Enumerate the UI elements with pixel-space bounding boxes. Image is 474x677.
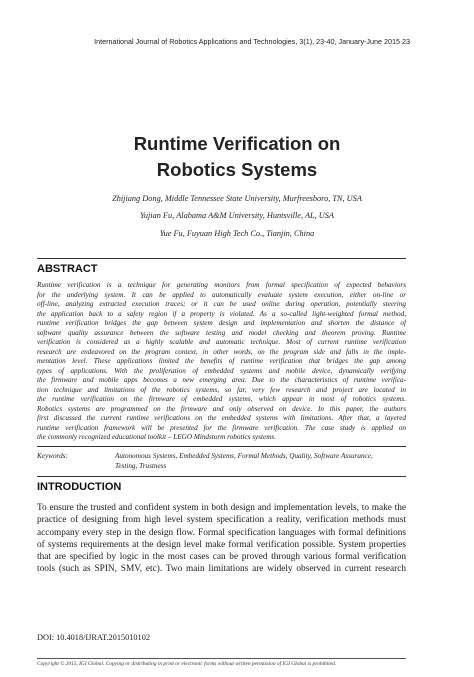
abstract-line: the application back to a safety region if a property is violated. As a so-called light-weighted formal method, [37,309,406,318]
author-line: Zhijiang Dong, Middle Tennessee State University, Murfreesboro, TN, USA [112,194,362,203]
introduction-top-rule [37,476,406,477]
keywords-list [115,452,406,471]
author-line: Yue Fu, Fuyuan High Tech Co., Tianjin, China [159,229,315,238]
abstract-line: runtime verification bridges the gap between system design and implementation and shorten the distance of [37,319,406,327]
abstract-line: types of applications. With the proliferation of embedded systems and mobile device, dynamically verifying [37,366,406,375]
paper-title [37,131,437,183]
introduction-body [37,502,406,576]
introduction-line: accompany every step in the design flow. Formal specification languages with formal definitions [37,527,406,538]
abstract-line: the runtime verification on the firmware of embedded systems, which appear in most of robotics systems. [37,395,406,403]
abstract-body [37,281,406,443]
abstract-top-rule [37,258,406,259]
abstract-line: runtime verification framework will be presented for the firmware verification. The case study is applied on [37,423,406,432]
abstract-line: Runtime verification is a technique for generating monitors from formal specification of expected behaviors [37,281,406,289]
title-line: Runtime Verification on [133,133,341,154]
abstract-line: research are endeavored on the program context, in other words, on the program side and falls in the imple- [37,347,406,356]
abstract-line: for the underlying system. It can be applied to automatically evaluate system execution, either on-line or [37,290,406,299]
abstract-line: the firmware and mobile apps becomes a new emerging area. Due to the characteristics of runtime verifica- [37,376,406,384]
introduction-line: that are specified by logic in the most cases can be proved through various formal verification [37,552,406,563]
running-header: International Journal of Robotics Applications and Technologies, 3(1), 23-40, January-June 2015 23 [94,37,410,46]
introduction-heading: INTRODUCTION [37,481,122,493]
keywords-top-rule [37,446,406,447]
doi-line: DOI: 10.4018/IJRAT.2015010102 [37,633,151,642]
copyright-notice: Copyright © 2015, IGI Global. Copying or distributing in print or electronic forms without written permission of IGI Global is prohibited. [37,661,337,667]
author-line: Yujian Fu, Alabama A&M University, Huntsville, AL, USA [140,211,334,220]
introduction-line: tools (such as SPIN, SMV, etc). Two main limitations are widely observed in current research [37,564,406,575]
abstract-line: mentation level. These applications limited the benefits of runtime verification that bridges the gap among [37,357,406,365]
introduction-line: of systems requirements at the design level make formal verification possible. System properties [37,539,406,550]
title-line: Robotics Systems [156,159,318,180]
abstract-heading: ABSTRACT [37,263,98,275]
abstract-line: off-line, analyzing extracted execution traces; or it can be used online during operation, potentially steering [37,300,406,308]
abstract-line: verification is considered as a highly scalable and automatic technique. Most of current runtime verification [37,338,406,346]
introduction-line: To ensure the trusted and confident system in both design and implementation levels, to make the [37,503,406,513]
abstract-line: the commonly recognized educational toolkit – LEGO Mindstorm robotics systems. [37,433,277,441]
keywords-label: Keywords: [37,452,68,460]
abstract-line: Robotics systems are programmed on the firmware and only observed on device. In this paper, the authors [37,404,406,413]
footer-rule [37,658,406,659]
abstract-line: tion technique and limitations of the robotics systems, so far, very few research and project are located in [37,385,406,394]
abstract-line: software quality assurance between the software testing and model checking and theorem proving. Runtime [37,328,406,337]
abstract-line: first discussed the current runtime verifications on the embedded systems with limitations. After that, a layered [37,414,406,422]
keywords-line: Testing, Trustness [115,461,167,470]
introduction-line: practice of designing from high level system specification a reality, verification methods must [37,515,406,526]
keywords-line: Autonomous Systems, Embedded Systems, Formal Methods, Quality, Software Assurance, [115,452,373,460]
